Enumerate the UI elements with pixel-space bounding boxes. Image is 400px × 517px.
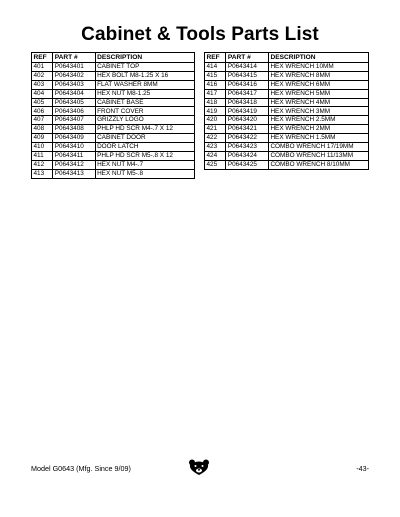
- table-row: [205, 160, 369, 169]
- cell-description: HEX WRENCH 3MM: [268, 107, 368, 116]
- table-row: [32, 160, 195, 169]
- table-row: [205, 125, 369, 134]
- cell-part-number: P0643424: [226, 151, 269, 160]
- cell-description: HEX NUT M4-.7: [95, 160, 194, 169]
- cell-ref: 415: [205, 71, 226, 80]
- cell-description: HEX WRENCH 10MM: [268, 63, 368, 72]
- cell-ref: 423: [205, 143, 226, 152]
- cell-ref: 405: [32, 98, 53, 107]
- footer-model: Model G0643 (Mfg. Since 9/09): [31, 464, 131, 473]
- cell-ref: 407: [32, 116, 53, 125]
- cell-part-number: P0643425: [226, 160, 269, 169]
- cell-part-number: P0643422: [226, 134, 269, 143]
- table-row: [32, 107, 195, 116]
- cell-part-number: P0643414: [226, 63, 269, 72]
- cell-description: COMBO WRENCH 8/10MM: [268, 160, 368, 169]
- cell-description: HEX BOLT M8-1.25 X 16: [95, 71, 194, 80]
- table-row: [32, 134, 195, 143]
- cell-description: COMBO WRENCH 11/13MM: [268, 151, 368, 160]
- cell-part-number: P0643402: [53, 71, 95, 80]
- cell-ref: 421: [205, 125, 226, 134]
- cell-part-number: P0643416: [226, 80, 269, 89]
- table-row: [32, 80, 195, 89]
- cell-part-number: P0643413: [53, 169, 95, 178]
- col-header-part: PART #: [226, 53, 269, 63]
- cell-part-number: P0643421: [226, 125, 269, 134]
- table-row: [32, 116, 195, 125]
- cell-description: CABINET TOP: [95, 63, 194, 72]
- cell-ref: 404: [32, 89, 53, 98]
- cell-description: HEX WRENCH 6MM: [268, 80, 368, 89]
- cell-ref: 420: [205, 116, 226, 125]
- cell-description: HEX WRENCH 2.5MM: [268, 116, 368, 125]
- col-header-ref: REF: [205, 53, 226, 63]
- cell-description: FRONT COVER: [95, 107, 194, 116]
- cell-ref: 411: [32, 151, 53, 160]
- cell-ref: 409: [32, 134, 53, 143]
- cell-ref: 406: [32, 107, 53, 116]
- table-row: [32, 143, 195, 152]
- cell-part-number: P0643411: [53, 151, 95, 160]
- cell-part-number: P0643401: [53, 63, 95, 72]
- col-header-ref: REF: [32, 53, 53, 63]
- table-row: [205, 151, 369, 160]
- cell-ref: 417: [205, 89, 226, 98]
- table-row: [205, 134, 369, 143]
- cell-ref: 425: [205, 160, 226, 169]
- cell-part-number: P0643408: [53, 125, 95, 134]
- cell-part-number: P0643418: [226, 98, 269, 107]
- table-row: [205, 143, 369, 152]
- table-row: [32, 71, 195, 80]
- cell-ref: 418: [205, 98, 226, 107]
- table-row: [32, 98, 195, 107]
- cell-description: HEX WRENCH 5MM: [268, 89, 368, 98]
- cell-ref: 422: [205, 134, 226, 143]
- cell-ref: 419: [205, 107, 226, 116]
- cell-ref: 408: [32, 125, 53, 134]
- cell-ref: 410: [32, 143, 53, 152]
- cell-part-number: P0643419: [226, 107, 269, 116]
- cell-ref: 412: [32, 160, 53, 169]
- cell-description: DOOR LATCH: [95, 143, 194, 152]
- cell-description: COMBO WRENCH 17/19MM: [268, 143, 368, 152]
- cell-part-number: P0643406: [53, 107, 95, 116]
- table-row: [205, 63, 369, 72]
- cell-description: CABINET DOOR: [95, 134, 194, 143]
- table-row: [205, 116, 369, 125]
- cell-part-number: P0643417: [226, 89, 269, 98]
- cell-description: FLAT WASHER 8MM: [95, 80, 194, 89]
- table-row: [205, 89, 369, 98]
- cell-part-number: P0643403: [53, 80, 95, 89]
- parts-table-left: [31, 52, 195, 179]
- cell-part-number: P0643423: [226, 143, 269, 152]
- col-header-description: DESCRIPTION: [95, 53, 194, 63]
- table-row: [205, 98, 369, 107]
- cell-description: HEX NUT M5-.8: [95, 169, 194, 178]
- cell-description: HEX WRENCH 4MM: [268, 98, 368, 107]
- cell-ref: 402: [32, 71, 53, 80]
- col-header-description: DESCRIPTION: [268, 53, 368, 63]
- parts-table-right: [204, 52, 369, 170]
- table-row: [32, 125, 195, 134]
- cell-description: HEX WRENCH 2MM: [268, 125, 368, 134]
- cell-part-number: P0643412: [53, 160, 95, 169]
- table-row: [205, 71, 369, 80]
- table-row: [32, 151, 195, 160]
- cell-description: HEX WRENCH 8MM: [268, 71, 368, 80]
- cell-part-number: P0643410: [53, 143, 95, 152]
- table-header-row: [205, 53, 369, 63]
- table-row: [32, 89, 195, 98]
- table-row: [32, 169, 195, 178]
- cell-description: PHLP HD SCR M5-.8 X 12: [95, 151, 194, 160]
- cell-part-number: P0643405: [53, 98, 95, 107]
- grizzly-bear-logo-icon: [188, 459, 210, 475]
- cell-ref: 403: [32, 80, 53, 89]
- cell-part-number: P0643404: [53, 89, 95, 98]
- page-number: -43-: [356, 464, 369, 473]
- col-header-part: PART #: [53, 53, 95, 63]
- cell-description: CABINET BASE: [95, 98, 194, 107]
- cell-ref: 413: [32, 169, 53, 178]
- cell-ref: 414: [205, 63, 226, 72]
- table-row: [205, 107, 369, 116]
- table-header-row: [32, 53, 195, 63]
- cell-ref: 424: [205, 151, 226, 160]
- cell-description: HEX NUT M8-1.25: [95, 89, 194, 98]
- cell-description: GRIZZLY LOGO: [95, 116, 194, 125]
- cell-ref: 401: [32, 63, 53, 72]
- cell-part-number: P0643420: [226, 116, 269, 125]
- cell-part-number: P0643407: [53, 116, 95, 125]
- table-row: [32, 63, 195, 72]
- cell-part-number: P0643409: [53, 134, 95, 143]
- cell-part-number: P0643415: [226, 71, 269, 80]
- table-row: [205, 80, 369, 89]
- page-title: Cabinet & Tools Parts List: [81, 24, 319, 45]
- cell-description: HEX WRENCH 1.5MM: [268, 134, 368, 143]
- cell-ref: 416: [205, 80, 226, 89]
- cell-description: PHLP HD SCR M4-.7 X 12: [95, 125, 194, 134]
